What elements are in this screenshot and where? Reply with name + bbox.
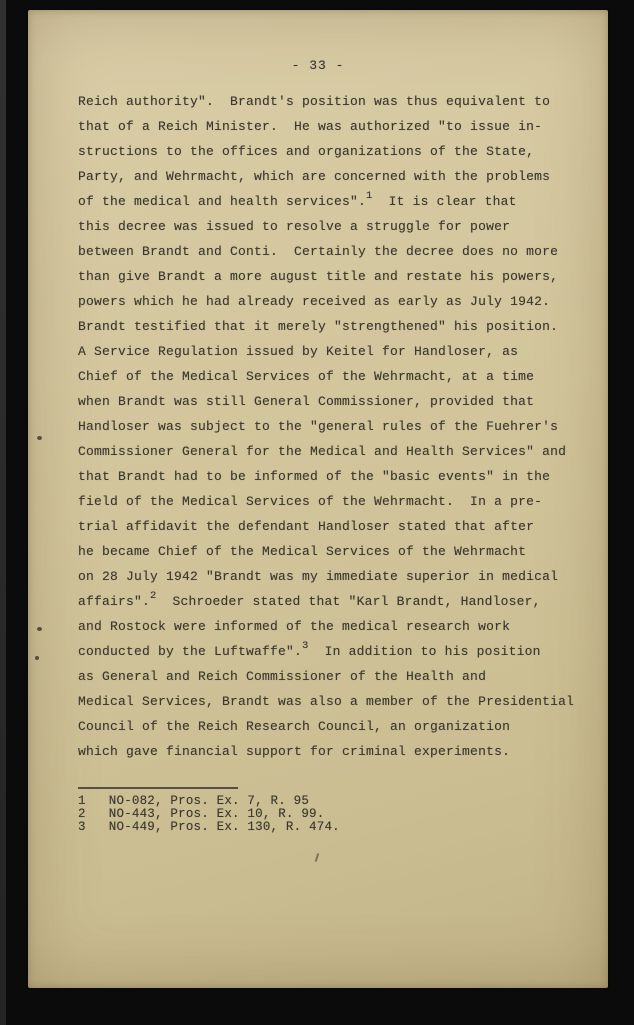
body-line: that Brandt had to be informed of the "basic events" in the xyxy=(78,469,551,484)
footnote-ref: 1 xyxy=(366,190,373,202)
footnote-separator xyxy=(78,787,238,789)
body-line: Commissioner General for the Medical and Health Services" and xyxy=(78,444,567,459)
footnote-ref: 2 xyxy=(150,590,157,602)
body-line: and Rostock were informed of the medical research work xyxy=(78,619,511,634)
body-line: Brandt testified that it merely "strengthened" his position. xyxy=(78,319,559,334)
body-line: structions to the offices and organizations of the State, xyxy=(78,144,535,159)
body-line: affairs".$^2$ Schroeder stated that "Karl Brandt, Handloser, xyxy=(78,590,541,609)
body-line: between Brandt and Conti. Certainly the decree does no more xyxy=(78,244,559,259)
body-line: Council of the Reich Research Council, an organization xyxy=(78,719,511,734)
ink-speck xyxy=(35,656,39,660)
body-line: powers which he had already received as early as July 1942. xyxy=(78,294,551,309)
body-line: A Service Regulation issued by Keitel for Handloser, as xyxy=(78,344,519,359)
body-line: Medical Services, Brandt was also a member of the Presidential xyxy=(78,694,575,709)
footnote-line: 1 NO-082, Pros. Ex. 7, R. 95 xyxy=(78,794,310,808)
body-line: conducted by the Luftwaffe".$^3$ In addition to his position xyxy=(78,640,541,659)
footnote-ref: 3 xyxy=(302,640,309,652)
ink-speck xyxy=(37,627,42,631)
body-line: this decree was issued to resolve a struggle for power xyxy=(78,219,511,234)
body-line: which gave financial support for criminal experiments. xyxy=(78,744,511,759)
ink-speck xyxy=(315,853,320,862)
body-line: than give Brandt a more august title and restate his powers, xyxy=(78,269,559,284)
page-number: - 33 - xyxy=(291,58,345,73)
body-line: when Brandt was still General Commissioner, provided that xyxy=(78,394,535,409)
body-line: of the medical and health services".$^1$ It is clear that xyxy=(78,190,517,209)
body-line: field of the Medical Services of the Wehrmacht. In a pre- xyxy=(78,494,543,509)
document-page xyxy=(28,10,608,988)
body-line: Chief of the Medical Services of the Wehrmacht, at a time xyxy=(78,369,535,384)
body-line: he became Chief of the Medical Services of the Wehrmacht xyxy=(78,544,527,559)
body-line: Handloser was subject to the "general rules of the Fuehrer's xyxy=(78,419,559,434)
ink-speck xyxy=(37,436,42,440)
footnotes xyxy=(78,795,590,834)
body-line: that of a Reich Minister. He was authorized "to issue in- xyxy=(78,119,543,134)
body-line: trial affidavit the defendant Handloser stated that after xyxy=(78,519,535,534)
body-text xyxy=(78,89,590,764)
body-line: Party, and Wehrmacht, which are concerned with the problems xyxy=(78,169,551,184)
footnote-line: 3 NO-449, Pros. Ex. 130, R. 474. xyxy=(78,820,340,834)
footnote-line: 2 NO-443, Pros. Ex. 10, R. 99. xyxy=(78,807,325,821)
body-line: as General and Reich Commissioner of the Health and xyxy=(78,669,487,684)
body-line: Reich authority". Brandt's position was thus equivalent to xyxy=(78,94,551,109)
body-line: on 28 July 1942 "Brandt was my immediate superior in medical xyxy=(78,569,559,584)
